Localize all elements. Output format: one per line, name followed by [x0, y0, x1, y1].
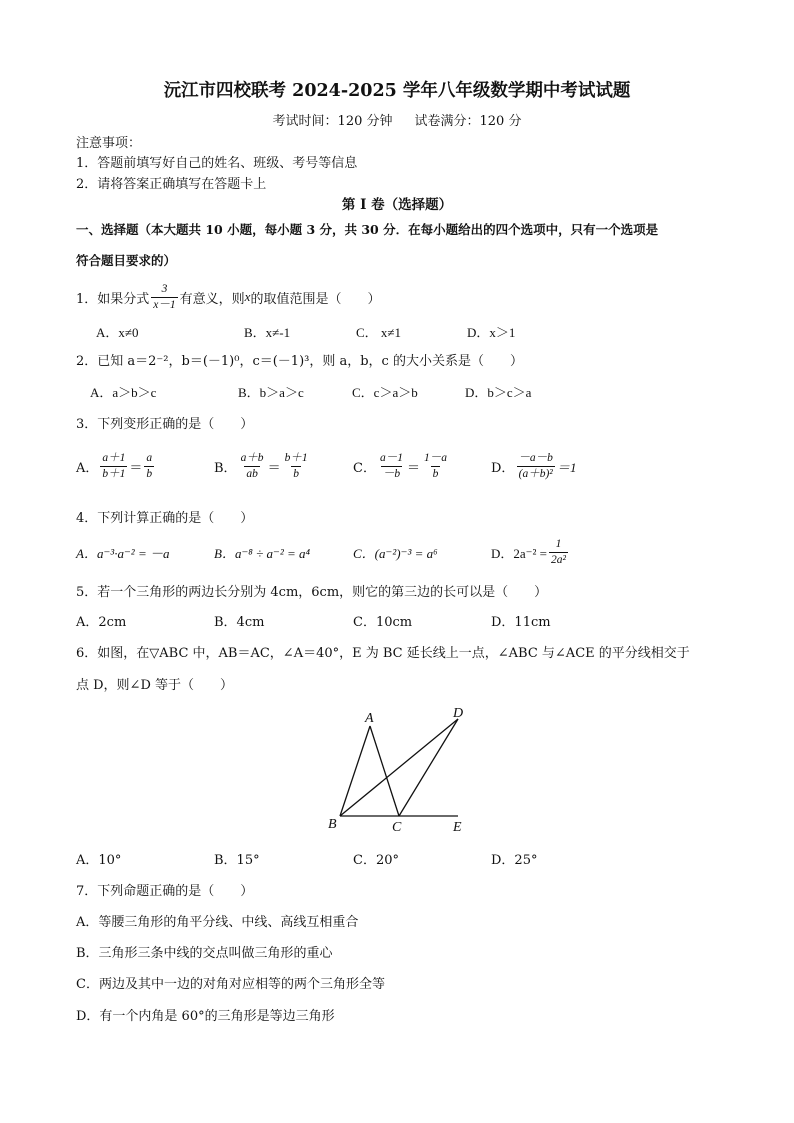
question-2-stem: 2．已知 a＝2⁻²，b＝(－1)⁰，c＝(－1)³，则 a，b，c 的大小关系是（ ） — [76, 354, 523, 369]
section-title: 第 I 卷（选择题） — [341, 197, 453, 213]
q3-option-d: D． $\frac{-a-b}{\text{(a＋b)²}}$ ＝1 — [491, 451, 577, 480]
q6-option-a: A．10° — [76, 853, 122, 868]
label-b: B — [328, 817, 337, 832]
q5-option-b: B．4cm — [214, 615, 265, 630]
question-4-stem: 4．下列计算正确的是（ ） — [76, 511, 254, 526]
q5-option-d: D．11cm — [491, 615, 551, 630]
q1-option-b: B．x≠-1 — [244, 325, 291, 340]
q2-option-b: B．b＞a＞c — [238, 385, 304, 400]
q4-option-a: A．a⁻³·a⁻² = －a — [76, 546, 170, 561]
question-1-stem: 1．如果分式 $\frac{3}{x-1}$ 有意义，则 x 的取值范围是（ ） — [76, 282, 381, 311]
q2-option-a: A．a＞b＞c — [90, 385, 157, 400]
notes-heading: 注意事项： — [76, 136, 142, 151]
exam-info — [0, 110, 794, 129]
q7-option-d: D．有一个内角是 60°的三角形是等边三角形 — [76, 1009, 335, 1024]
section-intro-line2: 符合题目要求的） — [76, 253, 177, 268]
note-item-2: 2．请将答案正确填写在答题卡上 — [76, 177, 267, 192]
exam-title: 沅江市四校联考 2024-2025 学年八年级数学期中考试试题 — [163, 81, 631, 101]
q6-option-d: D．25° — [491, 853, 538, 868]
q5-option-c: C．10cm — [353, 615, 413, 630]
q3-option-a: A． $\frac{a+1}{b+1}$ ＝ $\frac{a}{b}$ — [76, 451, 153, 480]
q7-option-b: B．三角形三条中线的交点叫做三角形的重心 — [76, 946, 333, 961]
q2-option-c: C．c＞a＞b — [352, 385, 418, 400]
q1-option-a: A．x≠0 — [96, 325, 139, 340]
note-item-1: 1．答题前填写好自己的姓名、班级、考号等信息 — [76, 156, 358, 171]
label-c: C — [392, 820, 402, 835]
q1-fraction: $\frac{3}{x-1}$ — [153, 282, 176, 311]
exam-time: 考试时间：120 分钟 — [272, 114, 393, 129]
q3-option-c: C． $\frac{a-1}{-b}$ ＝ $\frac{1-a}{b}$ — [353, 451, 447, 480]
q6-option-b: B．15° — [214, 853, 260, 868]
q7-option-c: C．两边及其中一边的对角对应相等的两个三角形全等 — [76, 977, 385, 992]
q3-option-b: B． $\frac{a+b}{ab}$ ＝ $\frac{b+1}{b}$ — [214, 451, 308, 480]
label-e: E — [453, 820, 462, 835]
question-5-stem: 5．若一个三角形的两边长分别为 4cm，6cm，则它的第三边的长可以是（ ） — [76, 585, 548, 600]
q5-option-a: A．2cm — [76, 615, 127, 630]
q1-option-c: C． x≠1 — [356, 325, 402, 340]
question-3-stem: 3．下列变形正确的是（ ） — [76, 417, 254, 432]
question-7-stem: 7．下列命题正确的是（ ） — [76, 884, 254, 899]
label-a: A — [365, 711, 374, 726]
q4-option-c: C．(a⁻²)⁻³ = a⁶ — [353, 546, 438, 561]
question-6-stem-line2: 点 D，则∠D 等于（ ） — [76, 678, 234, 693]
q4-option-b: B．a⁻⁸ ÷ a⁻² = a⁴ — [214, 546, 311, 561]
q1-option-d: D．x＞1 — [467, 325, 516, 340]
segment-cd — [399, 719, 458, 816]
triangle-figure — [320, 700, 480, 840]
question-6-stem-line1: 6．如图，在▽ABC 中，AB＝AC，∠A＝40°，E 为 BC 延长线上一点，∠ABC 与∠ACE 的平分线相交于 — [76, 646, 690, 661]
label-d: D — [453, 706, 464, 721]
q4-option-d: D．2a⁻² = $\frac{1}{\text{2a²}}$ — [491, 537, 566, 566]
segment-bd — [340, 719, 458, 816]
segment-ab — [340, 726, 370, 816]
q6-option-c: C．20° — [353, 853, 399, 868]
section-intro-line1: 一、选择题（本大题共 10 小题，每小题 3 分，共 30 分．在每小题给出的四个选项中，只有一个选项是 — [76, 222, 659, 237]
exam-score: 试卷满分：120 分 — [414, 114, 522, 129]
q2-option-d: D．b＞c＞a — [465, 385, 532, 400]
q7-option-a: A．等腰三角形的角平分线、中线、高线互相重合 — [76, 915, 359, 930]
